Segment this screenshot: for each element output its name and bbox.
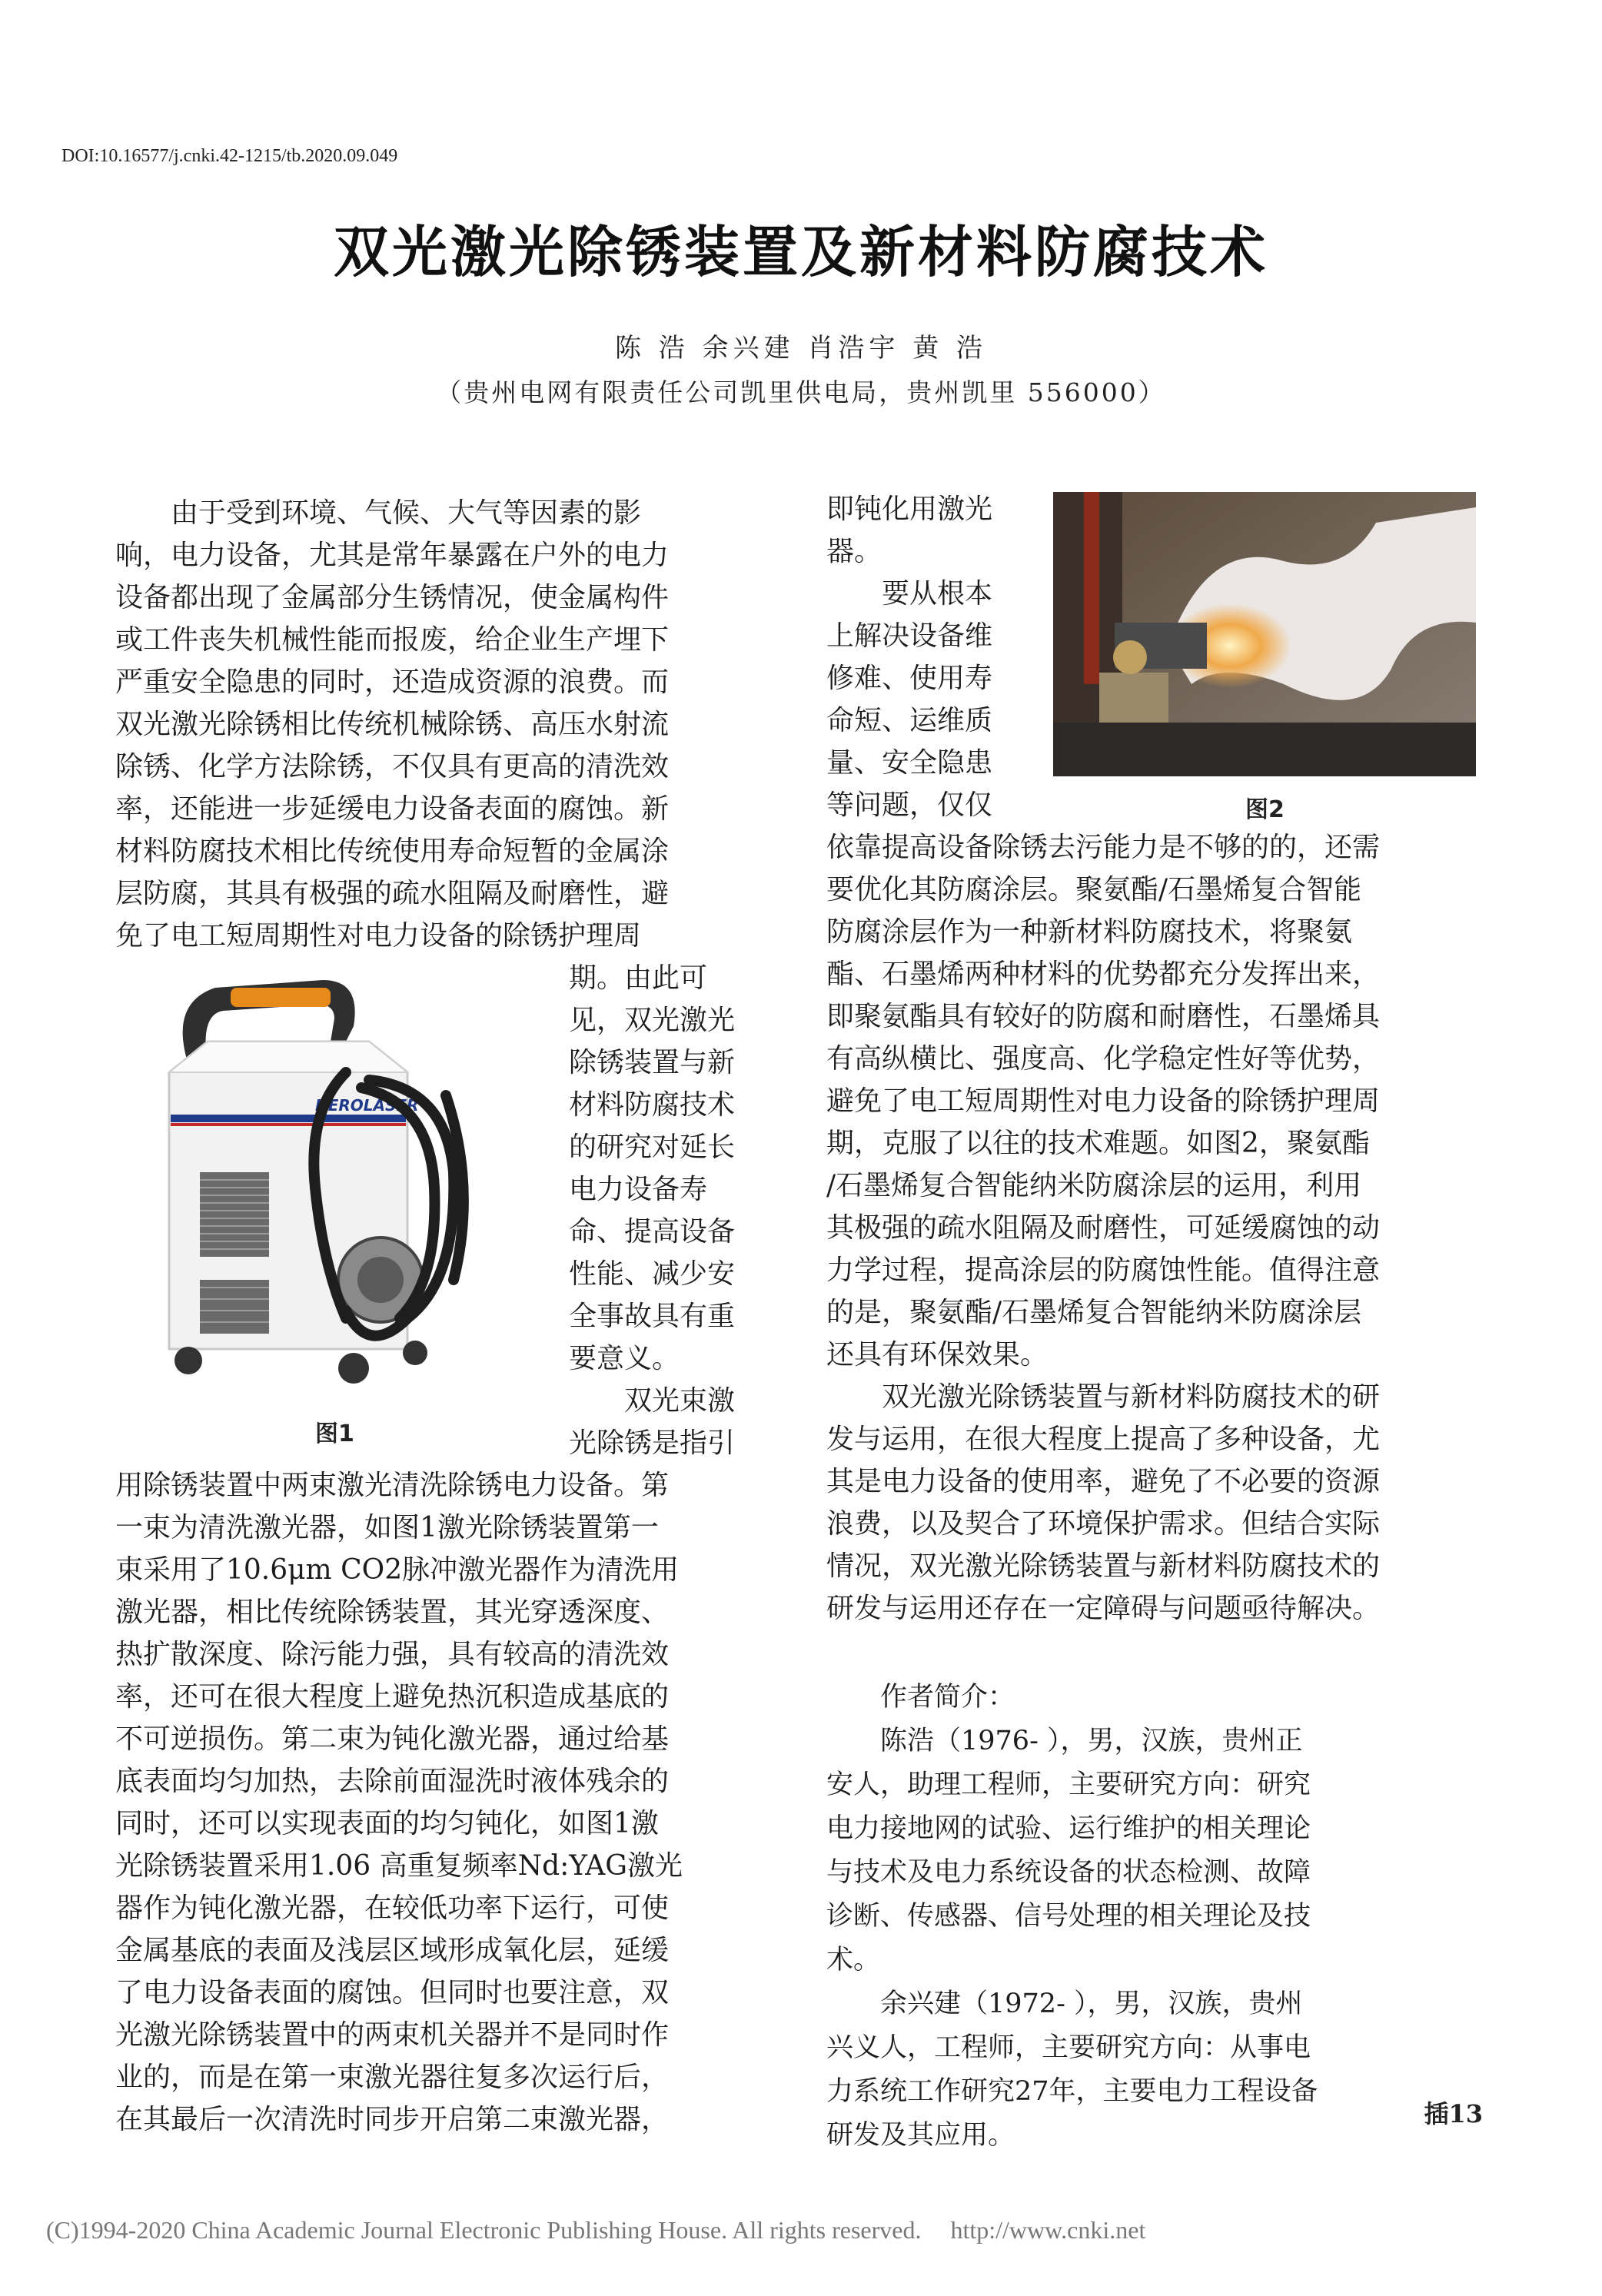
footer-copyright: (C)1994-2020 China Academic Journal Electronic Publishing House. All rights reserved.: [46, 2216, 922, 2244]
text-line: 一束为清洗激光器，如图1激光除锈装置第一: [115, 1512, 659, 1543]
text-line: 命、提高设备: [569, 1216, 736, 1248]
text-line: 力学过程，提高涂层的防腐蚀性能。值得注意: [826, 1254, 1381, 1286]
text-line: 除锈、化学方法除锈，不仅具有更高的清洗效: [115, 751, 670, 783]
text-line: 兴义人，工程师，主要研究方向：从事电: [826, 2032, 1311, 2063]
text-line: 力系统工作研究27年，主要电力工程设备: [826, 2076, 1318, 2107]
figure-1-caption: 图1: [315, 1420, 354, 1447]
left-column-wrap: [569, 957, 769, 1464]
text-line: 其是电力设备的使用率，避免了不必要的资源: [826, 1466, 1381, 1497]
right-column-main: [826, 826, 1480, 1630]
text-line: 的研究对延长: [569, 1131, 736, 1163]
figure-2-image: [1053, 492, 1476, 776]
laser-machine-illustration: [115, 957, 538, 1410]
text-line: 双光激光除锈装置与新材料防腐技术的研: [826, 1381, 1381, 1413]
text-line: 即钝化用激光: [826, 493, 993, 525]
text-line: 量、安全隐患: [826, 747, 993, 779]
text-line: 与技术及电力系统设备的状态检测、故障: [826, 1857, 1311, 1888]
figure-1-image: [115, 957, 538, 1410]
text-line: 期。由此可: [569, 962, 708, 994]
text-line: 防腐涂层作为一种新材料防腐技术，将聚氨: [826, 916, 1353, 948]
text-line: 要意义。: [569, 1343, 680, 1374]
text-line: 见，双光激光: [569, 1005, 736, 1036]
brand-logo: HEROLASER: [315, 1096, 419, 1115]
text-line: 陈浩（1976- ），男，汉族，贵州正: [826, 1726, 1303, 1756]
text-line: 严重安全隐患的同时，还造成资源的浪费。而: [115, 666, 670, 698]
text-line: 其极强的疏水阻隔及耐磨性，可延缓腐蚀的动: [826, 1212, 1381, 1244]
text-line: 电力设备寿: [569, 1174, 708, 1205]
text-line: 业的，而是在第一束激光器往复多次运行后，: [115, 2062, 670, 2093]
left-column-bottom: [115, 1464, 769, 2141]
text-line: 光除锈是指引: [569, 1427, 736, 1459]
text-line: 用除锈装置中两束激光清洗除锈电力设备。第: [115, 1470, 670, 1501]
footer-url[interactable]: http://www.cnki.net: [950, 2216, 1146, 2244]
affiliation: （贵州电网有限责任公司凯里供电局，贵州凯里 556000）: [436, 377, 1166, 407]
authors: 陈 浩 余兴建 肖浩宇 黄 浩: [614, 333, 988, 364]
text-line: 术。: [826, 1945, 881, 1975]
text-line: 双光束激: [569, 1385, 736, 1417]
text-line: 束采用了10.6μm CO2脉冲激光器作为清洗用: [115, 1554, 680, 1586]
text-line: 在其最后一次清洗时同步开启第二束激光器，: [115, 2104, 670, 2135]
text-line: 不可逆损伤。第二束为钝化激光器，通过给基: [115, 1723, 670, 1755]
left-column-top: [115, 492, 761, 957]
footer: [46, 2216, 1168, 2244]
text-line: 余兴建（1972- ），男，汉族，贵州: [826, 1989, 1303, 2019]
text-line: 除锈装置与新: [569, 1047, 736, 1078]
text-line: 等问题，仅仅: [826, 789, 993, 821]
text-line: 要优化其防腐涂层。聚氨酯/石墨烯复合智能: [826, 874, 1362, 905]
figure-2-caption: 图2: [1245, 796, 1285, 823]
text-line: 即聚氨酯具有较好的防腐和耐磨性，石墨烯具: [826, 1001, 1381, 1032]
text-line: 光除锈装置采用1.06 高重复频率Nd:YAG激光: [115, 1850, 683, 1882]
text-line: 器作为钝化激光器，在较低功率下运行，可使: [115, 1892, 670, 1924]
text-line: 避免了电工短周期性对电力设备的除锈护理周: [826, 1085, 1381, 1117]
text-line: 研发及其应用。: [826, 2120, 1015, 2151]
text-line: 上解决设备维: [826, 620, 993, 652]
right-column-wrap: [826, 488, 1049, 826]
text-line: 了电力设备表面的腐蚀。但同时也要注意，双: [115, 1977, 670, 2009]
text-line: 材料防腐技术: [569, 1089, 736, 1121]
text-line: 依靠提高设备除锈去污能力是不够的的，还需: [826, 832, 1381, 863]
text-line: 器。: [826, 536, 882, 567]
text-line: 情况，双光激光除锈装置与新材料防腐技术的: [826, 1550, 1381, 1582]
text-line: 或工件丧失机械性能而报废，给企业生产埋下: [115, 624, 670, 656]
text-line: 光激光除锈装置中的两束机关器并不是同时作: [115, 2019, 670, 2051]
text-line: 要从根本: [826, 578, 993, 610]
doi: DOI:10.16577/j.cnki.42-1215/tb.2020.09.049: [61, 146, 398, 166]
text-line: 浪费，以及契合了环境保护需求。但结合实际: [826, 1508, 1381, 1540]
text-line: 热扩散深度、除污能力强，具有较高的清洗效: [115, 1639, 670, 1670]
text-line: 双光激光除锈相比传统机械除锈、高压水射流: [115, 709, 670, 740]
text-line: 金属基底的表面及浅层区域形成氧化层，延缓: [115, 1935, 670, 1966]
text-line: 层防腐，其具有极强的疏水阻隔及耐磨性，避: [115, 878, 670, 909]
text-line: 的是，聚氨酯/石墨烯复合智能纳米防腐涂层: [826, 1297, 1362, 1328]
text-line: 材料防腐技术相比传统使用寿命短暂的金属涂: [115, 836, 670, 867]
text-line: 修难、使用寿: [826, 663, 993, 694]
text-line: 率，还可在很大程度上避免热沉积造成基底的: [115, 1681, 670, 1713]
text-line: 电力接地网的试验、运行维护的相关理论: [826, 1813, 1311, 1844]
author-intro-heading: 作者简介：: [826, 1682, 1015, 1713]
text-line: 免了电工短周期性对电力设备的除锈护理周: [115, 920, 642, 952]
text-line: 命短、运维质: [826, 705, 993, 736]
paper-title: 双光激光除锈装置及新材料防腐技术: [333, 219, 1268, 284]
author-intro: [826, 1676, 1480, 2158]
text-line: 设备都出现了金属部分生锈情况，使金属构件: [115, 582, 670, 613]
text-line: 全事故具有重: [569, 1301, 736, 1332]
text-line: 研发与运用还存在一定障碍与问题亟待解决。: [826, 1593, 1381, 1624]
text-line: 安人，助理工程师，主要研究方向：研究: [826, 1769, 1311, 1800]
text-line: 率，还能进一步延缓电力设备表面的腐蚀。新: [115, 793, 670, 825]
text-line: 激光器，相比传统除锈装置，其光穿透深度、: [115, 1597, 670, 1628]
text-line: /石墨烯复合智能纳米防腐涂层的运用，利用: [826, 1170, 1362, 1201]
text-line: 酯、石墨烯两种材料的优势都充分发挥出来，: [826, 959, 1381, 990]
text-line: 响，电力设备，尤其是常年暴露在户外的电力: [115, 540, 670, 571]
text-line: 诊断、传感器、信号处理的相关理论及技: [826, 1901, 1311, 1932]
text-line: 发与运用，在很大程度上提高了多种设备，尤: [826, 1424, 1381, 1455]
laser-coating-photo: [1053, 492, 1476, 776]
text-line: 还具有环保效果。: [826, 1339, 1049, 1371]
text-line: 由于受到环境、气候、大气等因素的影: [115, 497, 642, 529]
text-line: 同时，还可以实现表面的均匀钝化，如图1激: [115, 1808, 659, 1839]
text-line: 性能、减少安: [569, 1258, 736, 1290]
page-number: 插13: [1424, 2099, 1483, 2128]
text-line: 有高纵横比、强度高、化学稳定性好等优势，: [826, 1043, 1381, 1075]
text-line: 底表面均匀加热，去除前面湿洗时液体残余的: [115, 1766, 670, 1797]
text-line: 期，克服了以往的技术难题。如图2，聚氨酯: [826, 1128, 1370, 1159]
